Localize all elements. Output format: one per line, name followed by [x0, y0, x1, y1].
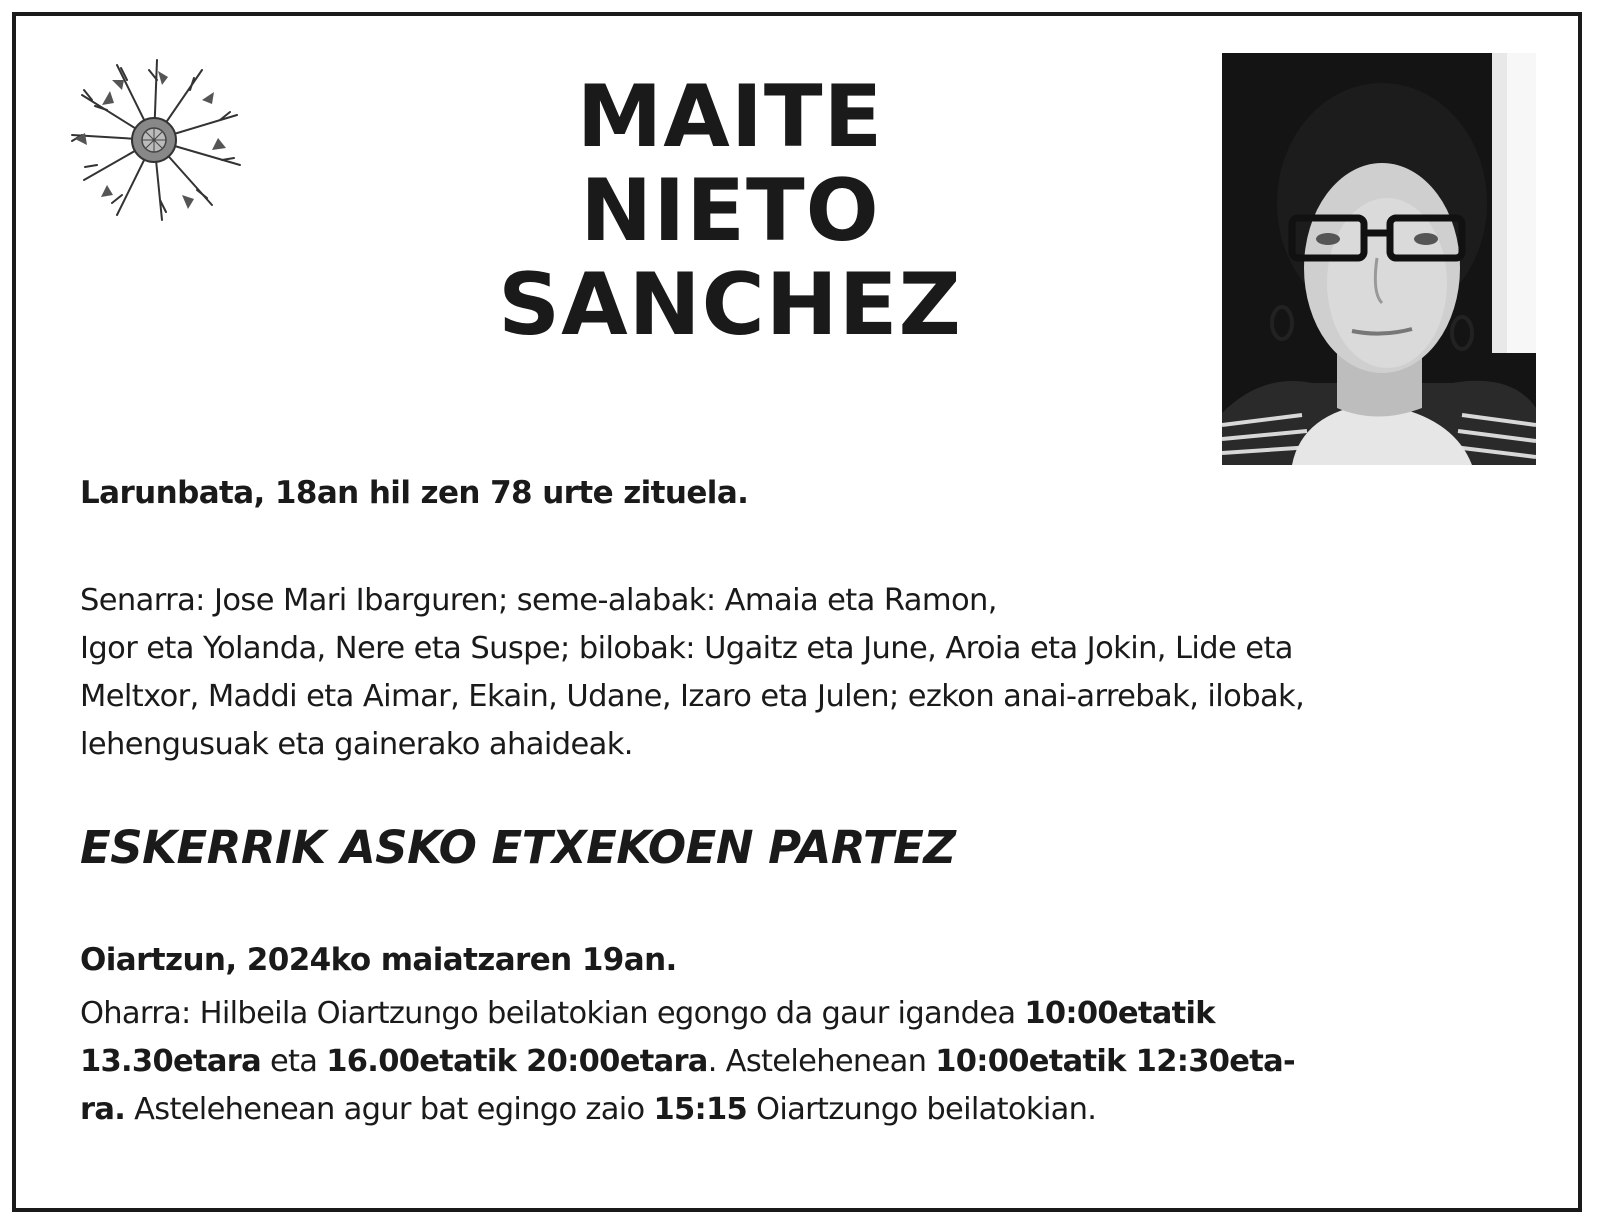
name-surname-1: NIETO — [580, 161, 880, 261]
note-text: eta — [260, 1044, 327, 1079]
thistle-flower-icon — [62, 55, 247, 225]
family-line: Igor eta Yolanda, Nere eta Suspe; bilobak: Ugaitz eta June, Aroia eta Jokin, Lide eta — [80, 631, 1293, 666]
thanks-heading: ESKERRIK ASKO ETXEKOEN PARTEZ — [80, 821, 956, 874]
note-time: 16.00etatik 20:00etara — [326, 1044, 708, 1079]
death-notice: Larunbata, 18an hil zen 78 urte zituela. — [80, 475, 749, 511]
note-time: 15:15 — [653, 1092, 748, 1127]
name-surname-2: SANCHEZ — [498, 255, 962, 355]
note-time: ra. — [80, 1092, 126, 1127]
note-line — [80, 1086, 1520, 1134]
note-time: 10:00etatik 12:30eta- — [935, 1044, 1295, 1079]
family-list — [80, 577, 1520, 769]
note-time: 13.30etara — [80, 1044, 261, 1079]
note-text: Astelehenean agur bat egingo zaio — [125, 1092, 654, 1127]
note-line — [80, 1038, 1520, 1086]
family-line: Meltxor, Maddi eta Aimar, Ekain, Udane, Izaro eta Julen; ezkon anai-arrebak, ilobak, — [80, 679, 1305, 714]
name-first: MAITE — [576, 67, 884, 167]
place-and-date: Oiartzun, 2024ko maiatzaren 19an. — [80, 942, 677, 978]
note-time: 10:00etatik — [1024, 996, 1215, 1031]
note-text: . Astelehenean — [707, 1044, 936, 1079]
deceased-name — [420, 67, 1040, 355]
family-line: Senarra: Jose Mari Ibarguren; seme-alabak: Amaia eta Ramon, — [80, 583, 997, 618]
note-text: Oiartzungo beilatokian. — [747, 1092, 1097, 1127]
note-line — [80, 990, 1520, 1038]
family-line: lehengusuak eta gainerako ahaideak. — [80, 727, 633, 762]
note-text: Oharra: Hilbeila Oiartzungo beilatokian egongo da gaur igandea — [80, 996, 1025, 1031]
wake-note — [80, 990, 1520, 1134]
portrait-photo — [1222, 53, 1536, 465]
